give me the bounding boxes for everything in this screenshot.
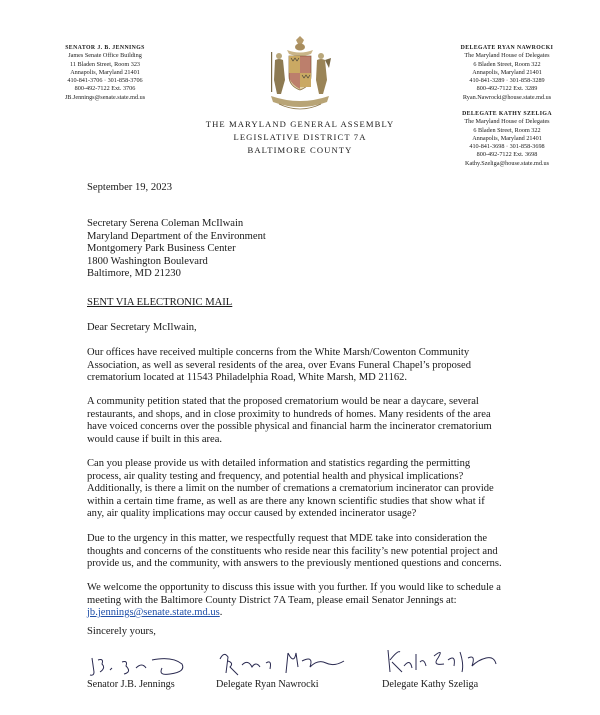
paragraph-line: We welcome the opportunity to discuss this issue with you further. If you would like to schedule a [87,582,501,593]
paragraph-line: thoughts and concerns of the constituents who reside near this facility’s new potential project and [87,545,498,557]
body-paragraph [87,458,527,521]
paragraph-line: within a certain time frame, as well as are there any known scientific studies that show what if [87,495,485,507]
district-name: LEGISLATIVE DISTRICT 7A [233,132,367,142]
email-link[interactable]: jb.jennings@senate.state.md.us [87,607,220,618]
body-paragraph [87,533,527,571]
paragraph-line: would cause if built in this area. [87,433,223,445]
senator-contact-line: 410-841-3706 · 301-858-3706 [67,77,143,85]
assembly-name: THE MARYLAND GENERAL ASSEMBLY [205,119,395,129]
senator-name: SENATOR J. B. JENNINGS [65,45,145,51]
paragraph-line: Our offices have received multiple concerns from the White Marsh/Cowenton Community [87,347,470,358]
county-name: BALTIMORE COUNTY [247,145,353,155]
paragraph-line: Association, as well as several residents of the area, over Evans Funeral Chapel’s proposed [87,359,471,371]
body-paragraph [87,347,527,385]
nawrocki-signature [214,645,354,681]
paragraph-line: Additionally, is there a limit on the number of cremations a crematorium incinerator can provide [87,483,494,494]
recipient-line: Baltimore, MD 21230 [87,268,181,279]
delivery-method: SENT VIA ELECTRONIC MAIL [87,297,233,308]
body-paragraph [87,396,527,446]
szeliga-contact-block [452,110,562,168]
assembly-heading [190,118,410,157]
paragraph-line: meeting with the Baltimore County District 7A Team, please email Senator Jennings at: [87,594,457,606]
senator-contact-line: Annapolis, Maryland 21401 [70,68,140,76]
paragraph-line: crematorium located at 11543 Philadelphia Road, White Marsh, MD 21162. [87,372,408,383]
senator-contact-block [50,44,160,102]
nawrocki-contact-line: 6 Bladen Street, Room 322 [473,60,541,68]
szeliga-contact-line: 800-492-7122 Ext. 3698 [476,151,538,159]
nawrocki-email: Ryan.Nawrocki@house.state.md.us [462,93,552,101]
nawrocki-contact-block [452,44,562,102]
body-paragraph [87,582,527,620]
jennings-signature [82,650,192,682]
signatory-name: Senator J.B. Jennings [87,679,175,690]
recipient-line: Montgomery Park Business Center [87,243,236,254]
szeliga-name: DELEGATE KATHY SZELIGA [462,111,552,117]
nawrocki-contact-line: Annapolis, Maryland 21401 [472,68,542,76]
szeliga-email: Kathy.Szeliga@house.state.md.us [465,159,549,167]
maryland-seal-icon [265,34,335,116]
email-suffix: . [219,607,223,618]
paragraph-line: process, air quality testing and frequency, and potential health and physical implications? [87,470,464,482]
szeliga-contact-line: 6 Bladen Street, Room 322 [473,126,541,134]
recipient-address [87,218,266,281]
senator-contact-line: 800-492-7122 Ext. 3706 [74,85,136,93]
letter-date: September 19, 2023 [87,182,173,193]
paragraph-line: restaurants, and shops, and in close proximity to hundreds of homes. Many residents of the area [87,408,491,420]
paragraph-line: have voiced concerns over the possible physical and financial harm the incinerator crematorium [87,421,492,432]
senator-contact-line: James Senate Office Building [68,52,142,60]
szeliga-signature [382,642,502,680]
nawrocki-contact-line: 410-841-3289 · 301-858-3289 [469,77,545,85]
closing: Sincerely yours, [87,626,156,637]
paragraph-line: any, air quality implications may occur caused by extended incinerator usage? [87,508,417,519]
recipient-line: Secretary Serena Coleman McIlwain [87,218,244,229]
szeliga-contact-line: Annapolis, Maryland 21401 [472,134,542,142]
senator-contact-line: 11 Bladen Street, Room 323 [69,60,141,68]
senator-email: JB.Jennings@senate.state.md.us [64,93,146,101]
paragraph-line: Due to the urgency in this matter, we respectfully request that MDE take into consideration the [87,533,488,544]
paragraph-line: Can you please provide us with detailed information and statistics regarding the permitting [87,458,471,469]
szeliga-contact-line: 410-841-3698 · 301-858-3698 [469,143,545,151]
recipient-line: Maryland Department of the Environment [87,230,266,242]
nawrocki-contact-line: 800-492-7122 Ext. 3289 [476,85,538,93]
paragraph-line [87,607,527,620]
paragraph-line: A community petition stated that the proposed crematorium would be near a daycare, several [87,396,479,407]
signatory-name: Delegate Kathy Szeliga [382,679,479,690]
szeliga-contact-line: The Maryland House of Delegates [464,118,550,126]
signatory-name: Delegate Ryan Nawrocki [216,679,319,690]
nawrocki-contact-line: The Maryland House of Delegates [464,52,550,60]
recipient-line: 1800 Washington Boulevard [87,255,208,267]
salutation: Dear Secretary McIlwain, [87,322,197,333]
nawrocki-name: DELEGATE RYAN NAWROCKI [460,45,554,51]
paragraph-line: provide us, and the community, with answers to the previously mentioned questions and concerns. [87,558,502,569]
